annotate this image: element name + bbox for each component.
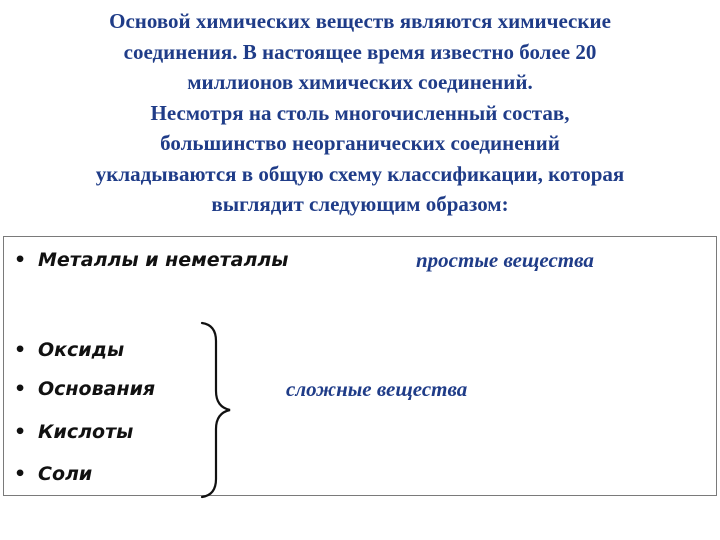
bullet-icon: • <box>14 463 27 485</box>
complex-substances-label: сложные вещества <box>286 377 468 401</box>
list-item-label: Оксиды <box>38 339 125 361</box>
intro-line-2: соединения. В настоящее время известно более 20 <box>123 39 597 64</box>
list-item-acids <box>14 421 133 443</box>
list-item-metals <box>14 249 288 271</box>
intro-line-5: большинство неорганических соединений <box>160 131 560 155</box>
curly-brace-icon <box>200 321 240 499</box>
intro-line-3: миллионов химических соединений. <box>187 70 533 94</box>
list-item-label: Кислоты <box>38 421 134 443</box>
list-item-oxides <box>14 339 124 361</box>
bullet-icon: • <box>14 421 27 443</box>
intro-line-1: Основой химических веществ являются химические <box>109 9 611 33</box>
simple-substances-label: простые вещества <box>416 248 594 272</box>
list-item-label: Основания <box>38 378 156 400</box>
list-item-salts <box>14 463 92 485</box>
list-item-bases <box>14 378 155 400</box>
intro-text <box>0 6 720 220</box>
classification-box <box>3 236 717 496</box>
intro-line-4: Несмотря на столь многочисленный состав, <box>150 100 570 125</box>
list-item-label: Соли <box>38 463 93 485</box>
bullet-icon: • <box>14 249 27 271</box>
bullet-icon: • <box>14 378 27 400</box>
intro-line-7: выглядит следующим образом: <box>211 192 509 216</box>
bullet-icon: • <box>14 339 27 361</box>
list-item-label: Металлы и неметаллы <box>38 249 289 271</box>
intro-line-6: укладываются в общую схему классификации, которая <box>95 161 625 186</box>
